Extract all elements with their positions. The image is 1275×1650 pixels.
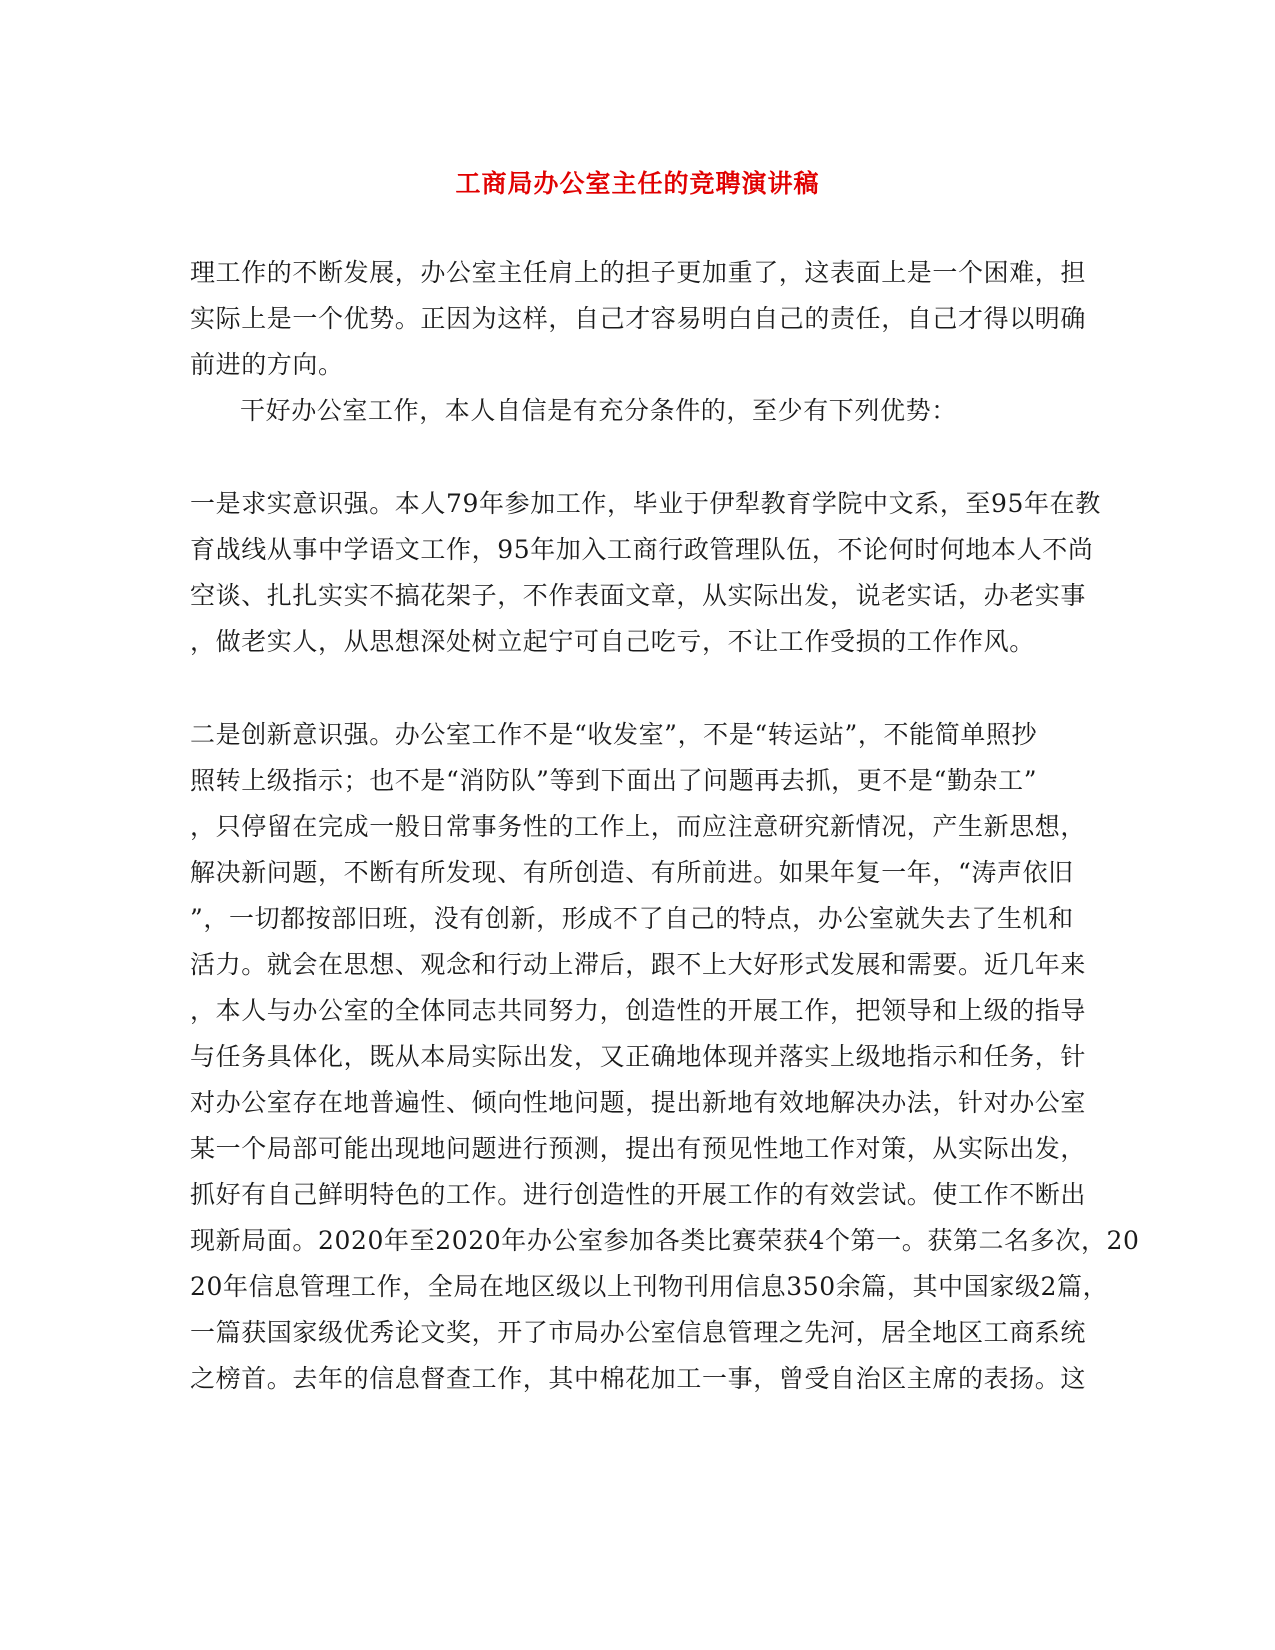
body-line: 对办公室存在地普遍性、倾向性地问题，提出新地有效地解决办法，针对办公室 bbox=[190, 1088, 1087, 1117]
body-line: ”，一切都按部旧班，没有创新，形成不了自己的特点，办公室就失去了生机和 bbox=[190, 904, 1074, 933]
body-line: 20年信息管理工作，全局在地区级以上刊物刊用信息350余篇，其中国家级2篇， bbox=[190, 1272, 1109, 1301]
body-line: 实际上是一个优势。正因为这样，自己才容易明白自己的责任，自己才得以明确 bbox=[190, 304, 1087, 333]
body-line: 现新局面。2020年至2020年办公室参加各类比赛荣获4个第一。获第二名多次，20 bbox=[190, 1226, 1140, 1255]
body-line: 与任务具体化，既从本局实际出发，又正确地体现并落实上级地指示和任务，针 bbox=[190, 1042, 1087, 1071]
body-line: ，只停留在完成一般日常事务性的工作上，而应注意研究新情况，产生新思想， bbox=[190, 812, 1087, 841]
body-line: 二是创新意识强。办公室工作不是“收发室”，不是“转运站”，不能简单照抄 bbox=[190, 720, 1038, 749]
body-line: 活力。就会在思想、观念和行动上滞后，跟不上大好形式发展和需要。近几年来 bbox=[190, 950, 1087, 979]
body-line: 育战线从事中学语文工作，95年加入工商行政管理队伍，不论何时何地本人不尚 bbox=[190, 535, 1094, 564]
body-line: 理工作的不断发展，办公室主任肩上的担子更加重了，这表面上是一个困难，担 bbox=[190, 258, 1087, 287]
body-line: 解决新问题，不断有所发现、有所创造、有所前进。如果年复一年，“涛声依旧 bbox=[190, 858, 1074, 887]
body-line: ，本人与办公室的全体同志共同努力，创造性的开展工作，把领导和上级的指导 bbox=[190, 996, 1087, 1025]
body-line: 一篇获国家级优秀论文奖，开了市局办公室信息管理之先河，居全地区工商系统 bbox=[190, 1318, 1087, 1347]
body-line: 前进的方向。 bbox=[190, 350, 344, 379]
body-line: 之榜首。去年的信息督查工作，其中棉花加工一事，曾受自治区主席的表扬。这 bbox=[190, 1364, 1087, 1393]
body-line: 抓好有自己鲜明特色的工作。进行创造性的开展工作的有效尝试。使工作不断出 bbox=[190, 1180, 1087, 1209]
body-line: 一是求实意识强。本人79年参加工作，毕业于伊犁教育学院中文系，至95年在教 bbox=[190, 489, 1101, 518]
body-line: 某一个局部可能出现地问题进行预测，提出有预见性地工作对策，从实际出发， bbox=[190, 1134, 1087, 1163]
body-line: 空谈、扎扎实实不搞花架子，不作表面文章，从实际出发，说老实话，办老实事 bbox=[190, 581, 1087, 610]
document-title: 工商局办公室主任的竞聘演讲稿 bbox=[455, 169, 820, 198]
body-line: 照转上级指示；也不是“消防队”等到下面出了问题再去抓，更不是“勤杂工” bbox=[190, 766, 1038, 795]
body-line: ，做老实人，从思想深处树立起宁可自己吃亏，不让工作受损的工作作风。 bbox=[190, 627, 1035, 656]
body-line: 干好办公室工作，本人自信是有充分条件的，至少有下列优势： bbox=[240, 396, 957, 425]
